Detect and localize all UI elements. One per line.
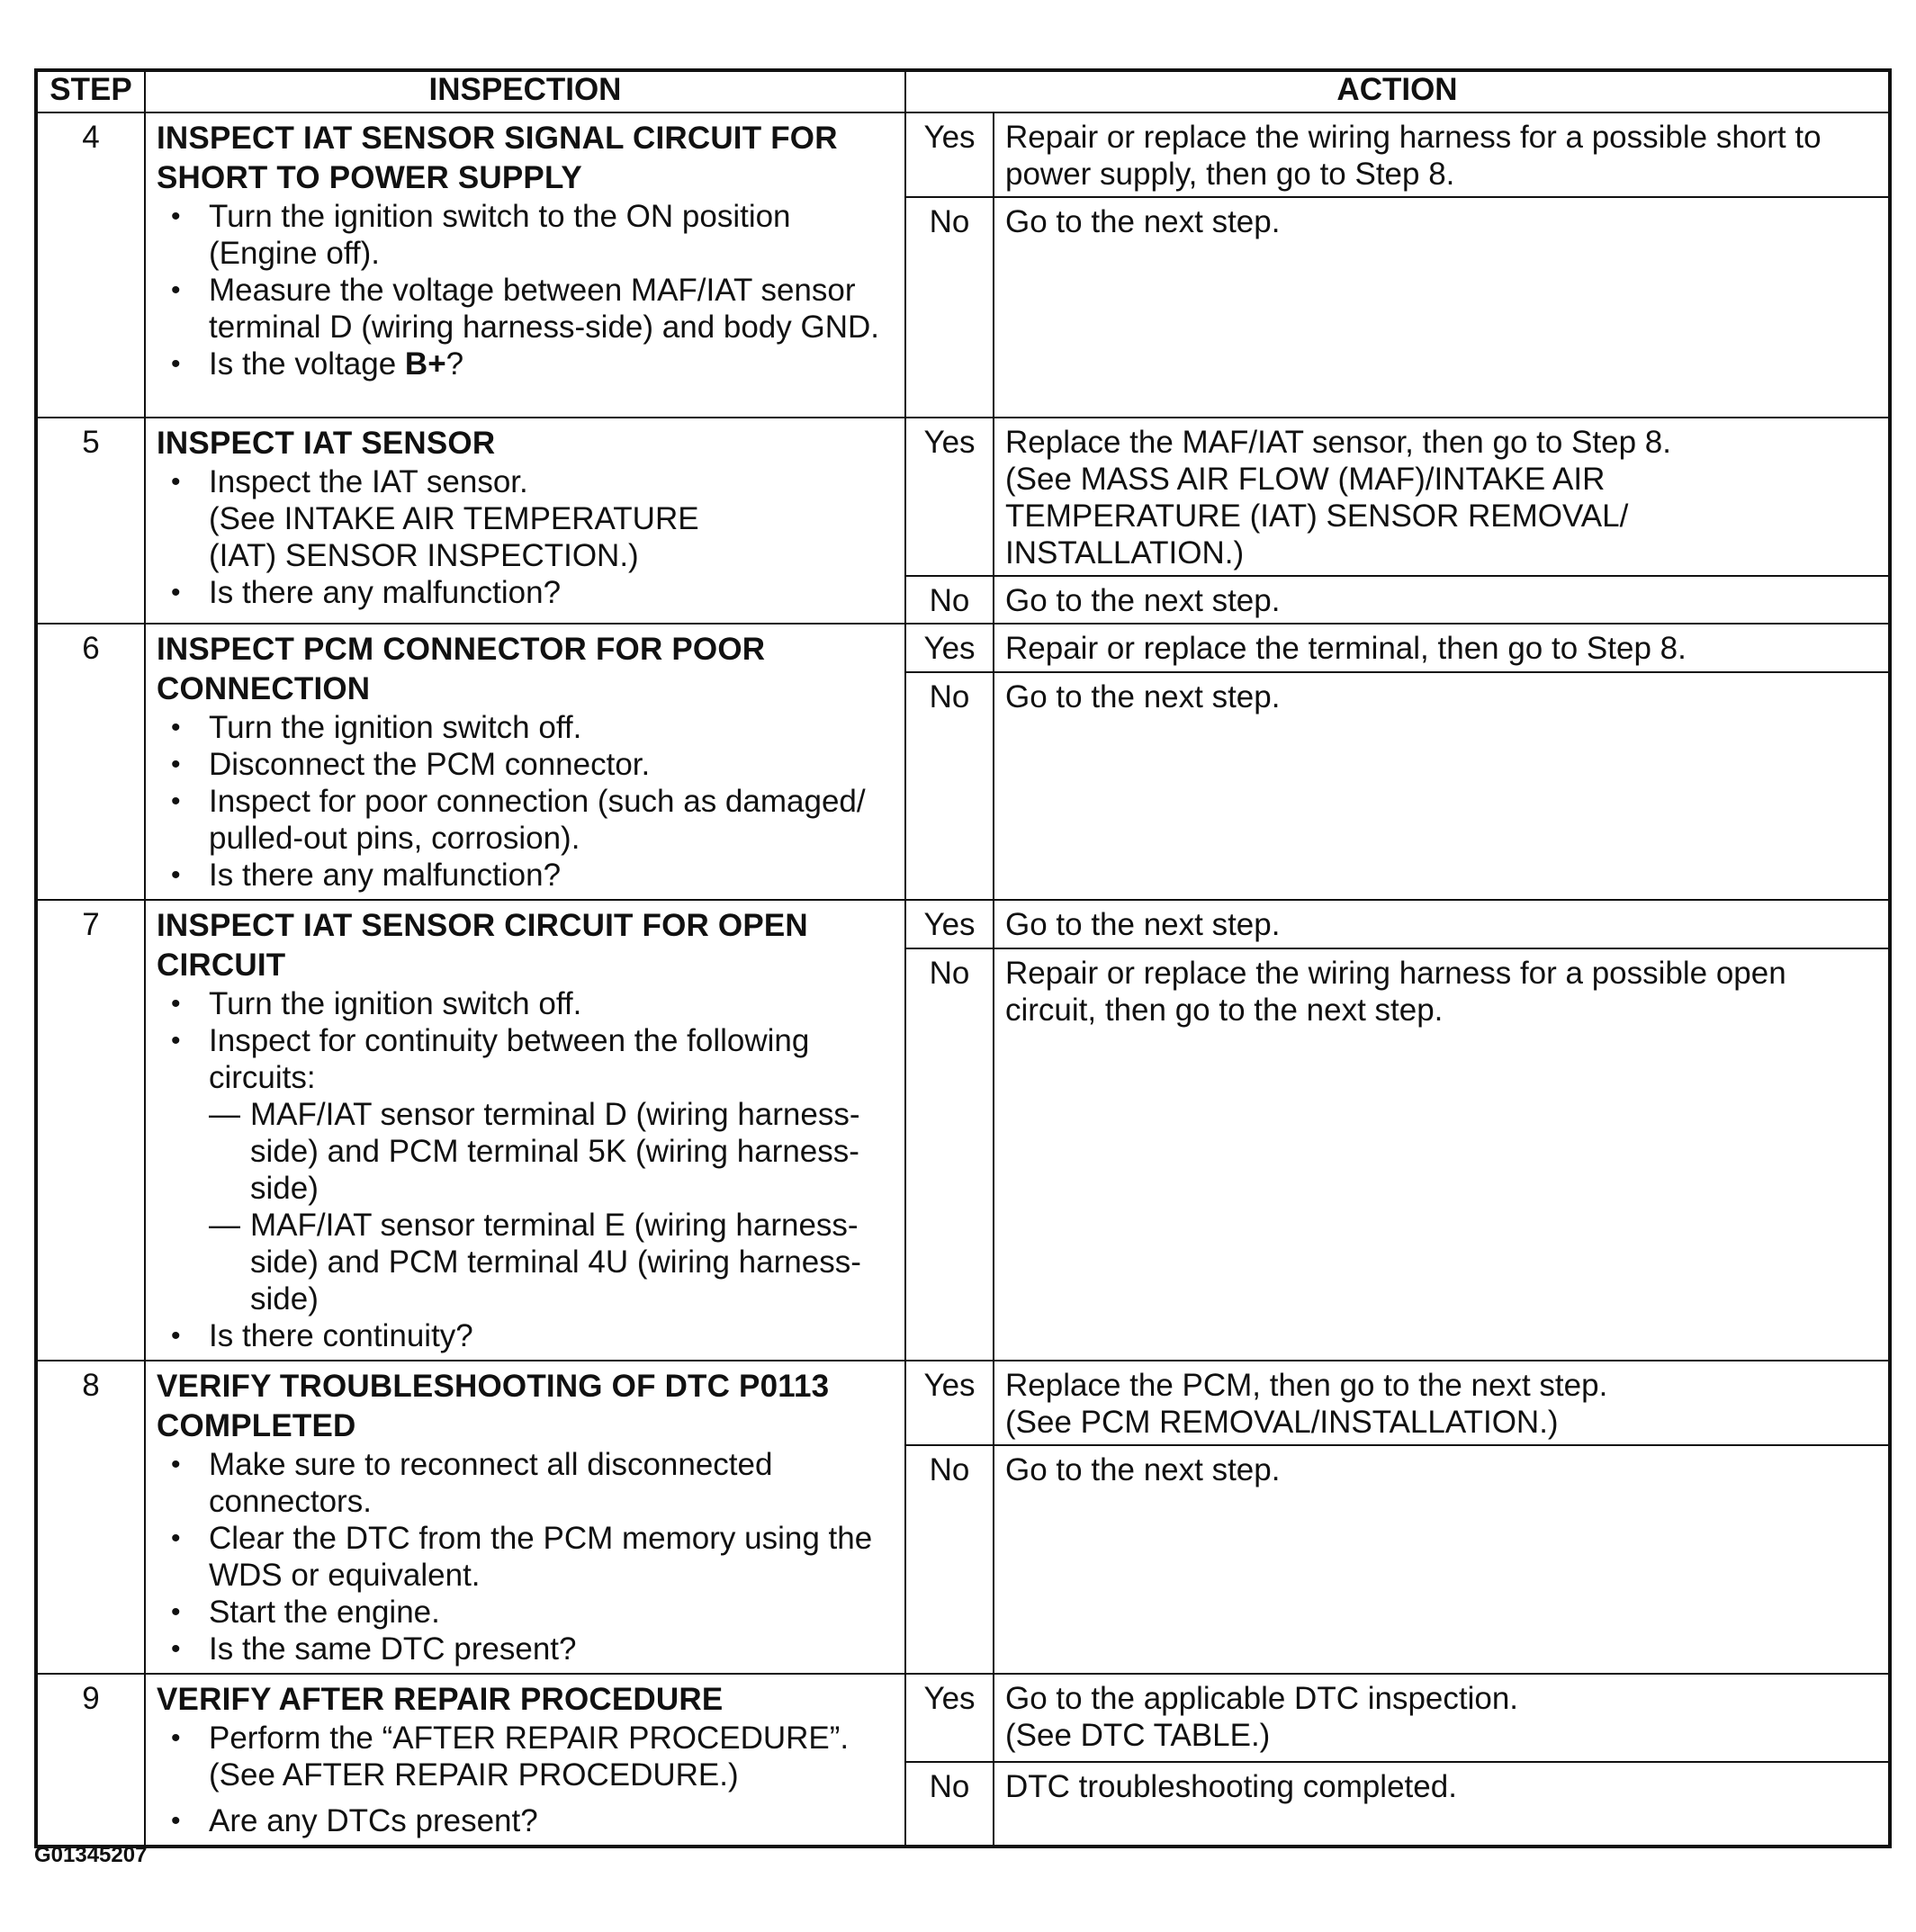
step-number: 7 xyxy=(36,900,145,1361)
inspection-steps xyxy=(157,985,897,1354)
step-number: 8 xyxy=(36,1361,145,1674)
table-row xyxy=(36,112,1890,197)
yes-action: Go to the next step. xyxy=(994,900,1890,948)
yes-action: Replace the MAF/IAT sensor, then go to Step 8. (See MASS AIR FLOW (MAF)/INTAKE AIR TEMPERATURE (IAT) SENSOR REMOVAL/ INSTALLATION.) xyxy=(994,418,1890,576)
inspection-steps xyxy=(157,463,897,611)
inspection-title: INSPECT IAT SENSOR CIRCUIT FOR OPEN CIRCUIT xyxy=(157,908,808,983)
no-action: DTC troubleshooting completed. xyxy=(994,1762,1890,1847)
step-number: 9 xyxy=(36,1674,145,1847)
inspection-title: INSPECT IAT SENSOR xyxy=(157,426,496,461)
circuit-item: — MAF/IAT sensor terminal D (wiring harness-side) and PCM terminal 5K (wiring harness-side) xyxy=(209,1096,897,1207)
list-item: • Inspect for continuity between the following circuits: — MAF/IAT sensor terminal D (wiring harness-side) and PCM terminal 5K (wiring harness-side) — MAF/IAT sensor terminal E (wiring harness-side) and PCM terminal 4U (wiring harness-side) xyxy=(157,1022,897,1317)
table-row xyxy=(36,1674,1890,1762)
circuit-item: — MAF/IAT sensor terminal E (wiring harness-side) and PCM terminal 4U (wiring harness-side) xyxy=(209,1207,897,1317)
inspection-steps xyxy=(157,1446,897,1667)
no-label: No xyxy=(905,948,994,1361)
table-row xyxy=(36,624,1890,672)
list-item: • Turn the ignition switch off. xyxy=(157,709,897,746)
yes-label: Yes xyxy=(905,418,994,576)
list-item: • Are any DTCs present? xyxy=(157,1802,897,1839)
yes-label: Yes xyxy=(905,900,994,948)
list-item: • Perform the “AFTER REPAIR PROCEDURE”. (See AFTER REPAIR PROCEDURE.) xyxy=(157,1720,897,1802)
table-row xyxy=(36,900,1890,948)
header-step: STEP xyxy=(36,70,145,112)
no-action: Go to the next step. xyxy=(994,672,1890,900)
no-action: Go to the next step. xyxy=(994,197,1890,418)
no-action: Go to the next step. xyxy=(994,576,1890,624)
step-number: 5 xyxy=(36,418,145,624)
list-item: • Turn the ignition switch to the ON position (Engine off). xyxy=(157,198,897,272)
yes-action: Go to the applicable DTC inspection. (See DTC TABLE.) xyxy=(994,1674,1890,1762)
list-item: • Is the voltage B+? xyxy=(157,346,897,382)
no-action: Repair or replace the wiring harness for a possible open circuit, then go to the next step. xyxy=(994,948,1890,1361)
list-item: • Inspect for poor connection (such as damaged/ pulled-out pins, corrosion). xyxy=(157,783,897,857)
yes-action: Repair or replace the terminal, then go to Step 8. xyxy=(994,624,1890,672)
list-item: • Is the same DTC present? xyxy=(157,1631,897,1667)
no-label: No xyxy=(905,1762,994,1847)
step-number: 6 xyxy=(36,624,145,900)
inspection-cell xyxy=(145,900,905,1361)
reference-note: (See INTAKE AIR TEMPERATURE xyxy=(209,501,699,536)
inspection-cell xyxy=(145,418,905,624)
circuit-list xyxy=(209,1096,897,1317)
no-label: No xyxy=(905,576,994,624)
inspection-steps xyxy=(157,709,897,894)
reference-note: (See AFTER REPAIR PROCEDURE.) xyxy=(209,1757,739,1793)
inspection-cell xyxy=(145,1674,905,1847)
list-item: • Clear the DTC from the PCM memory using the WDS or equivalent. xyxy=(157,1520,897,1594)
table-row xyxy=(36,418,1890,576)
list-item: • Start the engine. xyxy=(157,1594,897,1631)
inspection-title: VERIFY TROUBLESHOOTING OF DTC P0113 COMPLETED xyxy=(157,1369,830,1443)
no-label: No xyxy=(905,197,994,418)
inspection-steps xyxy=(157,1720,897,1839)
table-row xyxy=(36,1361,1890,1445)
header-row xyxy=(36,70,1890,112)
list-item: • Is there any malfunction? xyxy=(157,857,897,894)
inspection-steps xyxy=(157,198,897,382)
yes-label: Yes xyxy=(905,624,994,672)
list-item: • Is there continuity? xyxy=(157,1317,897,1354)
list-item: • Disconnect the PCM connector. xyxy=(157,746,897,783)
list-item: • Measure the voltage between MAF/IAT sensor terminal D (wiring harness-side) and body GND. xyxy=(157,272,897,346)
no-label: No xyxy=(905,672,994,900)
list-item: • Is there any malfunction? xyxy=(157,574,897,611)
inspection-title: INSPECT IAT SENSOR SIGNAL CIRCUIT FOR SHORT TO POWER SUPPLY xyxy=(157,121,838,195)
no-label: No xyxy=(905,1445,994,1674)
yes-label: Yes xyxy=(905,1674,994,1762)
yes-action: Repair or replace the wiring harness for a possible short to power supply, then go to Step 8. xyxy=(994,112,1890,197)
list-item: • Turn the ignition switch off. xyxy=(157,985,897,1022)
header-inspection: INSPECTION xyxy=(145,70,905,112)
yes-action: Replace the PCM, then go to the next step. (See PCM REMOVAL/INSTALLATION.) xyxy=(994,1361,1890,1445)
inspection-cell xyxy=(145,624,905,900)
inspection-title: INSPECT PCM CONNECTOR FOR POOR CONNECTION xyxy=(157,632,766,706)
list-item: • Inspect the IAT sensor. (See INTAKE AIR TEMPERATURE (IAT) SENSOR INSPECTION.) xyxy=(157,463,897,574)
inspection-table xyxy=(34,68,1892,1848)
step-number: 4 xyxy=(36,112,145,418)
reference-note: (IAT) SENSOR INSPECTION.) xyxy=(209,538,639,573)
yes-label: Yes xyxy=(905,1361,994,1445)
no-action: Go to the next step. xyxy=(994,1445,1890,1674)
list-item: • Make sure to reconnect all disconnected connectors. xyxy=(157,1446,897,1520)
inspection-cell xyxy=(145,1361,905,1674)
figure-id: G01345207 xyxy=(34,1843,148,1867)
inspection-cell xyxy=(145,112,905,418)
header-action: ACTION xyxy=(905,70,1890,112)
inspection-title: VERIFY AFTER REPAIR PROCEDURE xyxy=(157,1682,724,1717)
yes-label: Yes xyxy=(905,112,994,197)
